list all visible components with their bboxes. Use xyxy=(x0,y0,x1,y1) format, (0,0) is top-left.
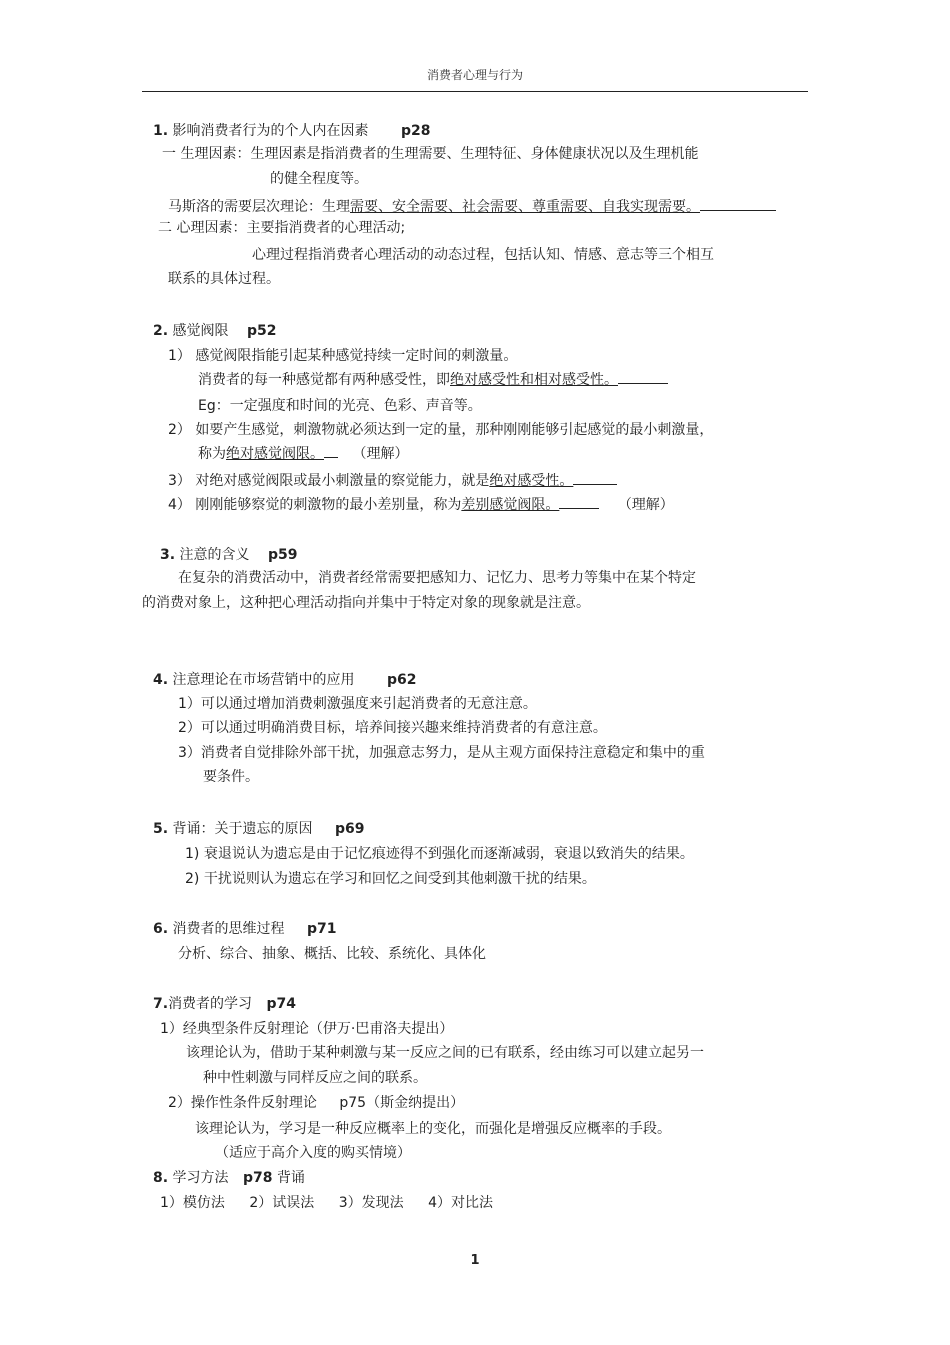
list-item-detail: 要条件。 xyxy=(203,769,259,785)
page-ref: p28 xyxy=(400,123,431,139)
note: （理解） xyxy=(352,446,409,462)
list-item-detail xyxy=(198,443,408,464)
list-item-detail: 种中性刺激与同样反应之间的联系。 xyxy=(203,1070,427,1086)
text-span: 3） 对绝对感觉阀限或最小刺激量的察觉能力，就是 xyxy=(168,473,490,489)
underlined-text: 绝对感受性和相对感受性。 xyxy=(450,372,618,388)
section-6-heading xyxy=(153,919,336,939)
section-1-heading xyxy=(153,121,430,141)
list-item: 2） 如要产生感觉，刺激物就必须达到一定的量，那种刚刚能够引起感觉的最小刺激量， xyxy=(168,422,714,438)
section-title: 注意的含义 xyxy=(179,547,250,563)
list-item xyxy=(168,470,617,491)
list-item: 3）消费者自觉排除外部干扰，加强意志努力，是从主观方面保持注意稳定和集中的重 xyxy=(178,745,705,761)
section-7-heading xyxy=(153,994,296,1014)
list-item: 4）对比法 xyxy=(428,1195,494,1211)
page-ref: p69 xyxy=(334,821,365,837)
list-item xyxy=(168,1093,464,1113)
list-item-detail: （适应于高介入度的购买情境） xyxy=(215,1145,411,1161)
list-item: 1) 衰退说认为遗忘是由于记忆痕迹得不到强化而逐渐减弱，衰退以致消失的结果。 xyxy=(185,846,694,862)
note: （理解） xyxy=(617,497,674,513)
list-item: 1） 感觉阀限指能引起某种感觉持续一定时间的刺激量。 xyxy=(168,348,518,364)
list-item: 2) 干扰说则认为遗忘在学习和回忆之间受到其他刺激干扰的结果。 xyxy=(185,871,596,887)
page-ref: p52 xyxy=(246,323,277,339)
paragraph-line: 分析、综合、抽象、概括、比较、系统化、具体化 xyxy=(178,946,486,962)
list-item-detail xyxy=(198,369,668,390)
section-title: 学习方法 xyxy=(172,1170,229,1186)
section-title: 影响消费者行为的个人内在因素 xyxy=(172,123,369,139)
fill-blank xyxy=(618,369,668,384)
text-line: 的健全程度等。 xyxy=(270,171,368,187)
fill-blank xyxy=(700,196,776,211)
page-ref: p78 xyxy=(242,1170,273,1186)
section-number: 8. xyxy=(153,1170,169,1186)
section-number: 5. xyxy=(153,821,169,837)
section-number: 1. xyxy=(153,123,169,139)
section-2-heading xyxy=(153,321,276,341)
underlined-text: 需要、安全需要、社会需要、尊重需要、自我实现需要。 xyxy=(350,199,700,215)
text-span: 2）操作性条件反射理论 xyxy=(168,1095,317,1111)
text-span: 消费者的每一种感觉都有两种感受性，即 xyxy=(198,372,450,388)
list-item xyxy=(168,494,674,515)
page-number: 1 xyxy=(470,1253,480,1268)
section-number: 7. xyxy=(153,996,169,1012)
fill-blank xyxy=(559,494,599,509)
underlined-text: 绝对感觉阀限。 xyxy=(226,446,324,462)
section-title: 注意理论在市场营销中的应用 xyxy=(172,672,355,688)
section-8-heading xyxy=(153,1168,305,1188)
section-number: 6. xyxy=(153,921,169,937)
list-item-detail: 该理论认为，借助于某种刺激与某一反应之间的已有联系，经由练习可以建立起另一 xyxy=(186,1045,704,1061)
underlined-text: 差别感觉阀限。 xyxy=(461,497,560,513)
list-item-detail: 该理论认为，学习是一种反应概率上的变化，而强化是增强反应概率的手段。 xyxy=(195,1121,671,1137)
section-title: 消费者的学习 xyxy=(168,996,253,1012)
method-list xyxy=(160,1193,493,1213)
list-item: 1）模仿法 xyxy=(160,1195,225,1211)
section-4-heading xyxy=(153,670,416,690)
list-item: 2）可以通过明确消费目标，培养间接兴趣来维持消费者的有意注意。 xyxy=(178,720,607,736)
fill-blank xyxy=(324,443,338,458)
list-item-detail: Eg：一定强度和时间的光亮、色彩、声音等。 xyxy=(198,398,482,414)
section-5-heading xyxy=(153,819,364,839)
page-ref: p71 xyxy=(306,921,337,937)
list-item: 3）发现法 xyxy=(338,1195,404,1211)
note: 背诵 xyxy=(276,1170,305,1186)
fill-blank xyxy=(573,470,617,485)
text-line: 心理过程指消费者心理活动的动态过程，包括认知、情感、意志等三个相互 xyxy=(252,247,714,263)
text-line: 一 生理因素：生理因素是指消费者的生理需要、生理特征、身体健康状况以及生理机能 xyxy=(162,146,699,162)
running-header: 消费者心理与行为 xyxy=(426,68,523,82)
text-line: 联系的具体过程。 xyxy=(168,271,280,287)
section-title: 消费者的思维过程 xyxy=(172,921,285,937)
underlined-text: 绝对感受性。 xyxy=(489,473,574,489)
page-ref: p74 xyxy=(266,996,297,1012)
text-span: 4） 刚刚能够察觉的刺激物的最小差别量，称为 xyxy=(168,497,462,513)
list-item: 1）经典型条件反射理论（伊万·巴甫洛夫提出） xyxy=(160,1021,454,1037)
page-ref: p59 xyxy=(267,547,298,563)
paragraph-line: 的消费对象上，这种把心理活动指向并集中于特定对象的现象就是注意。 xyxy=(142,595,590,611)
list-item: 2）试误法 xyxy=(249,1195,315,1211)
text-line: 二 心理因素：主要指消费者的心理活动; xyxy=(158,220,406,236)
section-3-heading xyxy=(160,545,297,565)
text-span: 马斯洛的需要层次理论：生理 xyxy=(168,199,350,215)
paragraph-line: 在复杂的消费活动中，消费者经常需要把感知力、记忆力、思考力等集中在某个特定 xyxy=(178,570,696,586)
text-span: p75（斯金纳提出） xyxy=(339,1095,465,1111)
section-number: 3. xyxy=(160,547,176,563)
list-item: 1）可以通过增加消费刺激强度来引起消费者的无意注意。 xyxy=(178,696,537,712)
page-ref: p62 xyxy=(386,672,417,688)
text-span: 称为 xyxy=(198,446,226,462)
maslow-line xyxy=(168,196,776,217)
section-title: 感觉阀限 xyxy=(172,323,229,339)
section-number: 2. xyxy=(153,323,169,339)
header-rule xyxy=(142,91,808,92)
section-title: 背诵：关于遗忘的原因 xyxy=(172,821,313,837)
section-number: 4. xyxy=(153,672,169,688)
